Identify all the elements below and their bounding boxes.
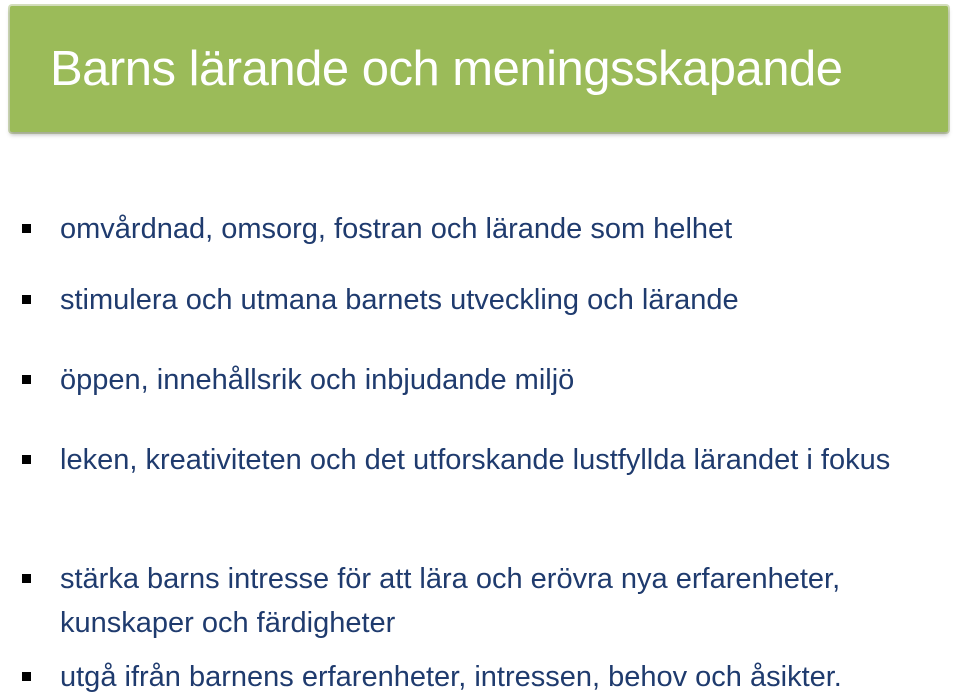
bullet-item xyxy=(18,278,938,322)
bullet-item xyxy=(18,438,898,482)
bullet-item xyxy=(18,557,938,645)
bullet-item xyxy=(18,207,938,251)
bullet-item xyxy=(18,655,938,696)
bullet-text: öppen, innehållsrik och inbjudande miljö xyxy=(60,364,575,396)
bullet-text: stärka barns intresse för att lära och erövra nya erfarenheter, kunskaper och färdigheter xyxy=(60,563,841,639)
bullet-text: utgå ifrån barnens erfarenheter, intressen, behov och åsikter. xyxy=(60,661,842,693)
square-bullet-icon xyxy=(22,295,31,304)
square-bullet-icon xyxy=(22,224,31,233)
square-bullet-icon xyxy=(22,672,31,681)
bullet-item xyxy=(18,358,938,402)
bullet-text: stimulera och utmana barnets utveckling och lärande xyxy=(60,284,739,316)
square-bullet-icon xyxy=(22,574,31,583)
bullet-text: leken, kreativiteten och det utforskande lustfyllda lärandet i fokus xyxy=(60,444,891,476)
square-bullet-icon xyxy=(22,455,31,464)
slide-title: Barns lärande och meningsskapande xyxy=(50,42,843,96)
square-bullet-icon xyxy=(22,375,31,384)
bullet-text: omvårdnad, omsorg, fostran och lärande som helhet xyxy=(60,213,733,245)
